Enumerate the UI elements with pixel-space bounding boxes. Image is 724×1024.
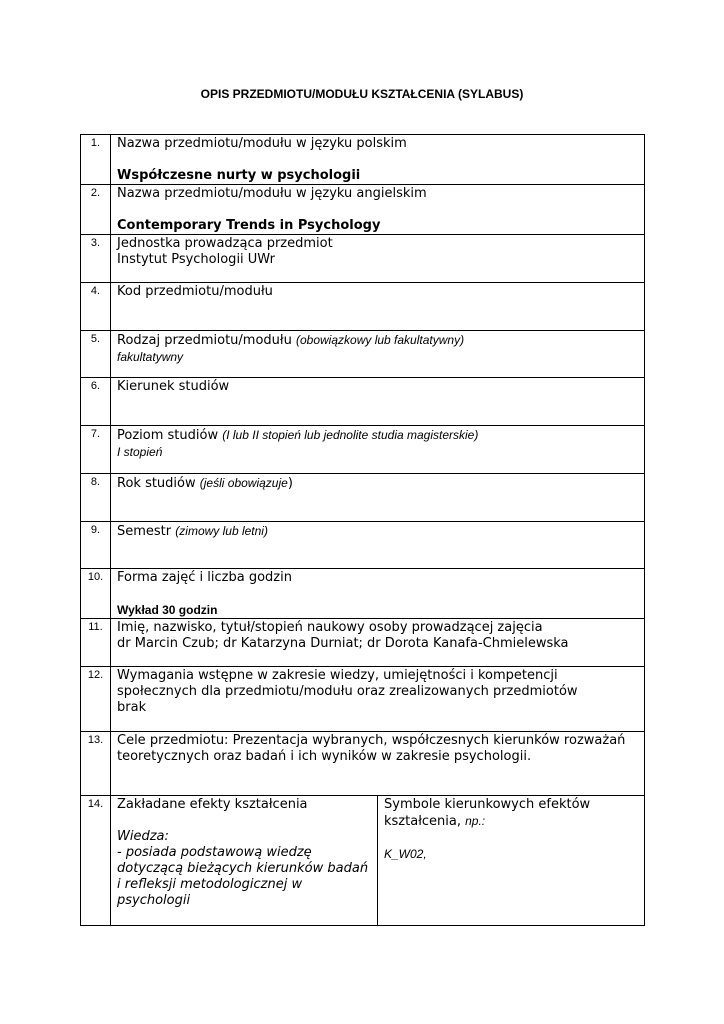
row-number: 5. [81,331,111,378]
syllabus-table [80,134,645,926]
row-value: brak [117,700,147,715]
table-row [81,378,645,426]
row-label: Kierunek studiów [117,379,230,394]
row-value: Contemporary Trends in Psychology [117,218,381,233]
table-row [81,796,645,926]
row-hint: (zimowy lub letni) [175,524,268,538]
row-right-label: Symbole kierunkowych efektów kształcenia, [384,797,591,829]
row-label: Nazwa przedmiotu/modułu w języku angielskim [117,186,427,201]
row-hint: (obowiązkowy lub fakultatywny) [296,333,465,347]
row-right-value: K_W02, [384,847,427,861]
table-row [81,331,645,378]
row-label: Imię, nazwisko, tytuł/stopień naukowy osoby prowadzącej zajęcia [117,620,543,635]
row-label: Cele przedmiotu: Prezentacja wybranych, współczesnych kierunków rozważań teoretycznych oraz badań i ich wyników w zakresie psychologii. [117,733,626,764]
row-label: Semestr [117,524,172,539]
row-label: Forma zajęć i liczba godzin [117,570,292,585]
row-number: 7. [81,426,111,474]
row-number: 1. [81,135,111,185]
row-number: 6. [81,378,111,426]
table-row [81,474,645,522]
table-row [81,185,645,235]
row-number: 3. [81,235,111,283]
row-number: 2. [81,185,111,235]
row-label: Zakładane efekty kształcenia [117,797,308,812]
row-label: Nazwa przedmiotu/modułu w języku polskim [117,136,407,151]
row-label: Jednostka prowadząca przedmiot [117,236,333,251]
row-value: I stopień [117,445,163,459]
row-value: Wykład 30 godzin [117,603,218,617]
row-label: Kod przedmiotu/modułu [117,284,273,299]
row-value: Instytut Psychologii UWr [117,252,275,267]
row-value: dr Marcin Czub; dr Katarzyna Durniat; dr Dorota Kanafa-Chmielewska [117,636,569,651]
row-value: fakultatywny [117,350,184,364]
row-number: 8. [81,474,111,522]
row-label: Wymagania wstępne w zakresie wiedzy, umiejętności i kompetencji społecznych dla przedmiotu/modułu oraz zrealizowanych przedmiotów [117,668,578,699]
page-title: OPIS PRZEDMIOTU/MODUŁU KSZTAŁCENIA (SYLABUS) [200,87,524,101]
table-row [81,522,645,569]
row-number: 11. [81,619,111,667]
table-row [81,283,645,331]
table-row [81,732,645,796]
table-row [81,426,645,474]
row-right-hint: np.: [465,814,486,828]
row-number: 13. [81,732,111,796]
table-row [81,569,645,619]
row-hint: (jeśli obowiązuje [199,476,288,490]
row-label: Rodzaj przedmiotu/modułu [117,333,292,348]
row-label: Poziom studiów [117,428,219,443]
table-row [81,135,645,185]
row-number: 10. [81,569,111,619]
row-hint: (I lub II stopień lub jednolite studia magisterskie) [222,428,479,442]
row-hint-close: ) [287,476,293,491]
row-number: 4. [81,283,111,331]
row-value: Współczesne nurty w psychologii [117,168,361,183]
table-row [81,667,645,732]
row-number: 12. [81,667,111,732]
row-number: 14. [81,796,111,926]
table-row [81,619,645,667]
row-subheading: Wiedza: [117,829,169,844]
row-label: Rok studiów [117,476,196,491]
row-number: 9. [81,522,111,569]
row-value: - posiada podstawową wiedzę dotyczącą bieżących kierunków badań i refleksji metodologicznej w psychologii [117,845,369,908]
table-row [81,235,645,283]
